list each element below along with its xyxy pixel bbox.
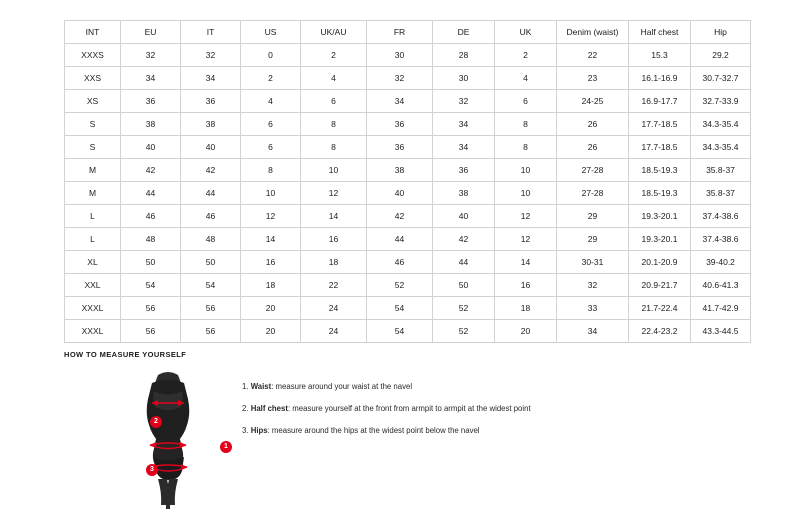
table-header-row xyxy=(65,21,751,44)
cell-it: 56 xyxy=(181,320,241,343)
cell-uk-au: 12 xyxy=(301,182,367,205)
measure-badge-2: 2 xyxy=(150,416,162,428)
cell-uk-au: 2 xyxy=(301,44,367,67)
column-header-eu: EU xyxy=(121,21,181,44)
cell-uk: 2 xyxy=(495,44,557,67)
how-to-measure-body xyxy=(64,369,744,509)
cell-uk: 12 xyxy=(495,228,557,251)
cell-uk: 4 xyxy=(495,67,557,90)
cell-denim-waist: 30-31 xyxy=(557,251,629,274)
cell-denim-waist: 26 xyxy=(557,136,629,159)
table-row xyxy=(65,274,751,297)
cell-uk: 12 xyxy=(495,205,557,228)
measure-step-waist xyxy=(242,381,702,392)
column-header-uk-au: UK/AU xyxy=(301,21,367,44)
cell-fr: 52 xyxy=(367,274,433,297)
column-header-it: IT xyxy=(181,21,241,44)
cell-de: 38 xyxy=(433,182,495,205)
cell-half-chest: 20.1-20.9 xyxy=(629,251,691,274)
cell-it: 50 xyxy=(181,251,241,274)
cell-half-chest: 22.4-23.2 xyxy=(629,320,691,343)
cell-fr: 34 xyxy=(367,90,433,113)
cell-int: XS xyxy=(65,90,121,113)
cell-uk-au: 8 xyxy=(301,136,367,159)
cell-us: 4 xyxy=(241,90,301,113)
column-header-fr: FR xyxy=(367,21,433,44)
step-number: 3. xyxy=(242,426,249,435)
cell-uk: 18 xyxy=(495,297,557,320)
cell-eu: 42 xyxy=(121,159,181,182)
cell-hip: 37.4-38.6 xyxy=(691,205,751,228)
cell-uk: 6 xyxy=(495,90,557,113)
column-header-denim-waist: Denim (waist) xyxy=(557,21,629,44)
cell-int: XXS xyxy=(65,67,121,90)
cell-fr: 36 xyxy=(367,113,433,136)
cell-denim-waist: 32 xyxy=(557,274,629,297)
cell-it: 48 xyxy=(181,228,241,251)
cell-hip: 35.8-37 xyxy=(691,182,751,205)
cell-int: L xyxy=(65,228,121,251)
cell-uk-au: 6 xyxy=(301,90,367,113)
cell-it: 36 xyxy=(181,90,241,113)
cell-hip: 35.8-37 xyxy=(691,159,751,182)
cell-uk-au: 14 xyxy=(301,205,367,228)
cell-denim-waist: 27-28 xyxy=(557,159,629,182)
cell-hip: 30.7-32.7 xyxy=(691,67,751,90)
size-chart-table xyxy=(64,20,751,343)
measure-step-half-chest xyxy=(242,403,702,414)
cell-denim-waist: 29 xyxy=(557,205,629,228)
step-number: 2. xyxy=(242,404,249,413)
cell-eu: 32 xyxy=(121,44,181,67)
cell-de: 40 xyxy=(433,205,495,228)
table-row xyxy=(65,297,751,320)
cell-it: 34 xyxy=(181,67,241,90)
cell-it: 46 xyxy=(181,205,241,228)
cell-us: 20 xyxy=(241,297,301,320)
size-chart-container xyxy=(64,20,739,343)
cell-it: 54 xyxy=(181,274,241,297)
cell-denim-waist: 24-25 xyxy=(557,90,629,113)
cell-hip: 37.4-38.6 xyxy=(691,228,751,251)
cell-uk: 8 xyxy=(495,136,557,159)
cell-half-chest: 17.7-18.5 xyxy=(629,113,691,136)
cell-denim-waist: 29 xyxy=(557,228,629,251)
table-header xyxy=(65,21,751,44)
cell-uk-au: 24 xyxy=(301,297,367,320)
measure-badge-3: 3 xyxy=(146,464,158,476)
cell-it: 40 xyxy=(181,136,241,159)
cell-eu: 36 xyxy=(121,90,181,113)
mannequin-illustration xyxy=(94,369,244,509)
cell-hip: 41.7-42.9 xyxy=(691,297,751,320)
cell-eu: 56 xyxy=(121,297,181,320)
cell-de: 34 xyxy=(433,113,495,136)
cell-us: 18 xyxy=(241,274,301,297)
cell-fr: 30 xyxy=(367,44,433,67)
cell-hip: 34.3-35.4 xyxy=(691,113,751,136)
cell-int: XXXS xyxy=(65,44,121,67)
cell-fr: 42 xyxy=(367,205,433,228)
how-to-measure-section xyxy=(64,350,744,509)
step-term: Waist xyxy=(250,382,272,391)
cell-hip: 43.3-44.5 xyxy=(691,320,751,343)
cell-de: 50 xyxy=(433,274,495,297)
step-text: : measure yourself at the front from armpit to armpit at the widest point xyxy=(287,404,531,413)
cell-half-chest: 18.5-19.3 xyxy=(629,182,691,205)
how-to-measure-title: HOW TO MEASURE YOURSELF xyxy=(64,350,187,359)
measure-steps-list xyxy=(242,381,702,447)
cell-int: S xyxy=(65,136,121,159)
cell-int: M xyxy=(65,159,121,182)
cell-fr: 38 xyxy=(367,159,433,182)
cell-uk: 10 xyxy=(495,159,557,182)
cell-int: L xyxy=(65,205,121,228)
cell-int: M xyxy=(65,182,121,205)
cell-us: 10 xyxy=(241,182,301,205)
cell-half-chest: 18.5-19.3 xyxy=(629,159,691,182)
cell-fr: 46 xyxy=(367,251,433,274)
cell-eu: 40 xyxy=(121,136,181,159)
cell-denim-waist: 26 xyxy=(557,113,629,136)
cell-half-chest: 19.3-20.1 xyxy=(629,228,691,251)
cell-fr: 54 xyxy=(367,297,433,320)
cell-uk: 20 xyxy=(495,320,557,343)
step-text: : measure around the hips at the widest point below the navel xyxy=(267,426,480,435)
cell-eu: 48 xyxy=(121,228,181,251)
cell-denim-waist: 22 xyxy=(557,44,629,67)
cell-us: 16 xyxy=(241,251,301,274)
cell-uk-au: 4 xyxy=(301,67,367,90)
cell-de: 32 xyxy=(433,90,495,113)
cell-eu: 50 xyxy=(121,251,181,274)
cell-uk-au: 16 xyxy=(301,228,367,251)
cell-uk-au: 24 xyxy=(301,320,367,343)
cell-it: 44 xyxy=(181,182,241,205)
cell-it: 32 xyxy=(181,44,241,67)
cell-hip: 40.6-41.3 xyxy=(691,274,751,297)
cell-hip: 32.7-33.9 xyxy=(691,90,751,113)
table-row xyxy=(65,44,751,67)
cell-int: XXXL xyxy=(65,320,121,343)
cell-half-chest: 16.9-17.7 xyxy=(629,90,691,113)
table-row xyxy=(65,113,751,136)
table-row xyxy=(65,228,751,251)
cell-uk-au: 10 xyxy=(301,159,367,182)
cell-fr: 54 xyxy=(367,320,433,343)
cell-de: 42 xyxy=(433,228,495,251)
cell-eu: 54 xyxy=(121,274,181,297)
cell-us: 6 xyxy=(241,136,301,159)
cell-de: 52 xyxy=(433,320,495,343)
cell-de: 30 xyxy=(433,67,495,90)
cell-uk: 10 xyxy=(495,182,557,205)
cell-us: 2 xyxy=(241,67,301,90)
cell-fr: 44 xyxy=(367,228,433,251)
cell-fr: 32 xyxy=(367,67,433,90)
cell-uk: 8 xyxy=(495,113,557,136)
cell-half-chest: 16.1-16.9 xyxy=(629,67,691,90)
cell-uk-au: 22 xyxy=(301,274,367,297)
table-row xyxy=(65,90,751,113)
cell-uk: 14 xyxy=(495,251,557,274)
cell-denim-waist: 27-28 xyxy=(557,182,629,205)
measure-step-hips xyxy=(242,425,702,436)
cell-de: 44 xyxy=(433,251,495,274)
table-row xyxy=(65,182,751,205)
cell-fr: 40 xyxy=(367,182,433,205)
cell-us: 14 xyxy=(241,228,301,251)
cell-de: 36 xyxy=(433,159,495,182)
table-row xyxy=(65,67,751,90)
cell-half-chest: 19.3-20.1 xyxy=(629,205,691,228)
cell-denim-waist: 23 xyxy=(557,67,629,90)
column-header-de: DE xyxy=(433,21,495,44)
column-header-hip: Hip xyxy=(691,21,751,44)
cell-hip: 34.3-35.4 xyxy=(691,136,751,159)
column-header-half-chest: Half chest xyxy=(629,21,691,44)
step-term: Half chest xyxy=(250,404,288,413)
cell-denim-waist: 33 xyxy=(557,297,629,320)
column-header-us: US xyxy=(241,21,301,44)
step-term: Hips xyxy=(250,426,268,435)
cell-us: 8 xyxy=(241,159,301,182)
cell-eu: 56 xyxy=(121,320,181,343)
cell-int: XL xyxy=(65,251,121,274)
cell-denim-waist: 34 xyxy=(557,320,629,343)
cell-eu: 38 xyxy=(121,113,181,136)
cell-de: 34 xyxy=(433,136,495,159)
cell-hip: 29.2 xyxy=(691,44,751,67)
cell-uk-au: 18 xyxy=(301,251,367,274)
cell-half-chest: 20.9-21.7 xyxy=(629,274,691,297)
cell-us: 6 xyxy=(241,113,301,136)
cell-int: XXL xyxy=(65,274,121,297)
table-row xyxy=(65,320,751,343)
cell-eu: 46 xyxy=(121,205,181,228)
cell-int: XXXL xyxy=(65,297,121,320)
cell-it: 56 xyxy=(181,297,241,320)
table-row xyxy=(65,205,751,228)
cell-hip: 39-40.2 xyxy=(691,251,751,274)
mannequin-figure-icon xyxy=(94,369,244,509)
table-body xyxy=(65,44,751,343)
cell-de: 28 xyxy=(433,44,495,67)
column-header-uk: UK xyxy=(495,21,557,44)
measure-badge-1: 1 xyxy=(220,441,232,453)
table-row xyxy=(65,159,751,182)
cell-int: S xyxy=(65,113,121,136)
table-row xyxy=(65,136,751,159)
step-number: 1. xyxy=(242,382,249,391)
cell-half-chest: 17.7-18.5 xyxy=(629,136,691,159)
cell-half-chest: 21.7-22.4 xyxy=(629,297,691,320)
cell-half-chest: 15.3 xyxy=(629,44,691,67)
step-text: : measure around your waist at the navel xyxy=(271,382,413,391)
cell-us: 0 xyxy=(241,44,301,67)
cell-eu: 34 xyxy=(121,67,181,90)
cell-uk: 16 xyxy=(495,274,557,297)
column-header-int: INT xyxy=(65,21,121,44)
cell-de: 52 xyxy=(433,297,495,320)
cell-it: 42 xyxy=(181,159,241,182)
cell-us: 12 xyxy=(241,205,301,228)
cell-fr: 36 xyxy=(367,136,433,159)
cell-uk-au: 8 xyxy=(301,113,367,136)
cell-eu: 44 xyxy=(121,182,181,205)
cell-it: 38 xyxy=(181,113,241,136)
cell-us: 20 xyxy=(241,320,301,343)
table-row xyxy=(65,251,751,274)
